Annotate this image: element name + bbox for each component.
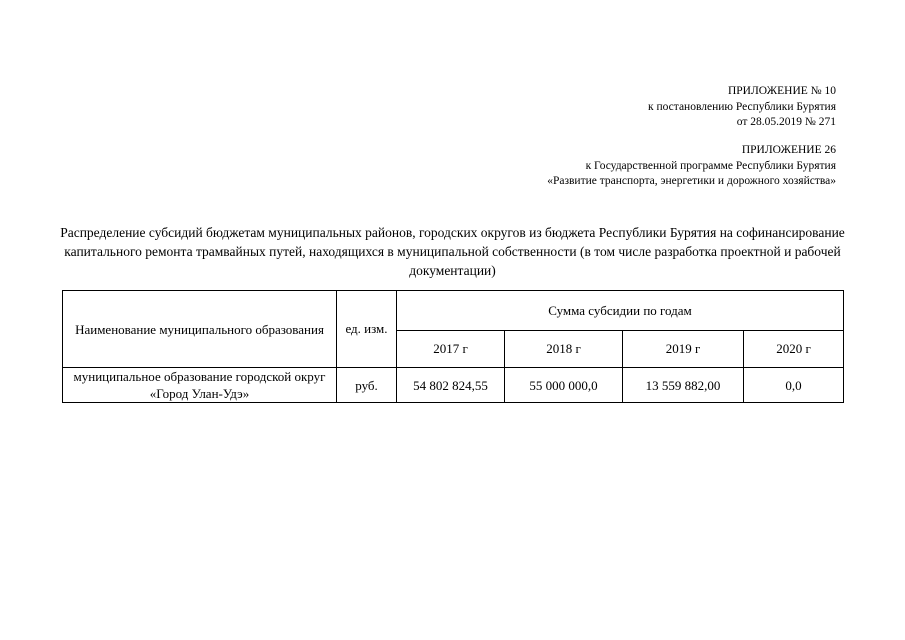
appendix-10-resolution-ref: к постановлению Республики Бурятия [648, 100, 836, 113]
header-year-2017: 2017 г [397, 331, 505, 368]
cell-value-2020: 0,0 [744, 368, 844, 403]
header-municipality-name: Наименование муниципального образования [63, 291, 337, 368]
header-subsidy-by-year: Сумма субсидии по годам [397, 291, 844, 331]
document-title: Распределение субсидий бюджетам муниципальных районов, городских округов из бюджета Республики Бурятия на софинансирование капитального ремонта трамвайных путей, находящихся в муниципальной собственности (в том числе разработка проектной и рабочей документации) [60, 225, 845, 278]
appendix-10-header [648, 84, 836, 131]
appendix-26-header [547, 143, 836, 190]
header-year-2020: 2020 г [744, 331, 844, 368]
header-unit: ед. изм. [337, 291, 397, 368]
cell-value-2017: 54 802 824,55 [397, 368, 505, 403]
cell-value-2019: 13 559 882,00 [623, 368, 744, 403]
cell-value-2018: 55 000 000,0 [505, 368, 623, 403]
header-year-2019: 2019 г [623, 331, 744, 368]
appendix-26-number: ПРИЛОЖЕНИЕ 26 [741, 144, 836, 156]
table-header-row [63, 291, 844, 331]
subsidy-table [62, 290, 844, 403]
cell-municipality-name: муниципальное образование городской округ «Город Улан-Удэ» [63, 368, 337, 403]
appendix-26-program-name: «Развитие транспорта, энергетики и дорожного хозяйства» [547, 175, 836, 187]
cell-unit: руб. [337, 368, 397, 403]
appendix-10-number: ПРИЛОЖЕНИЕ № 10 [727, 85, 836, 97]
table-row [63, 368, 844, 403]
appendix-26-program-ref: к Государственной программе Республики Бурятия [585, 159, 836, 172]
header-year-2018: 2018 г [505, 331, 623, 368]
appendix-10-date: от 28.05.2019 № 271 [736, 116, 836, 128]
